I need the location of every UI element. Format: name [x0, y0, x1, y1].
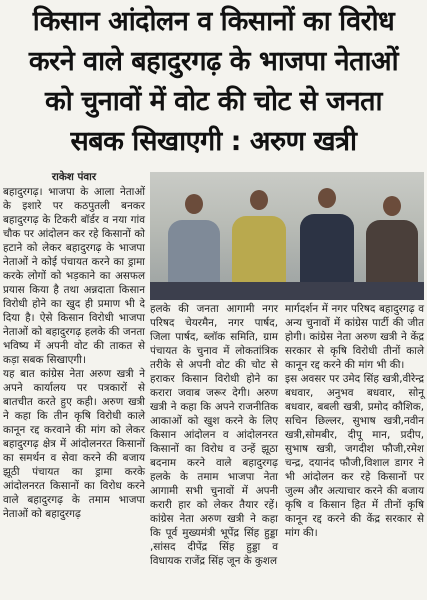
headline-line-2: करने वाले बहादुरगढ़ के भाजपा नेताओं	[28, 46, 399, 77]
byline: राकेश पंवार	[51, 171, 97, 183]
paragraph: मार्गदर्शन में नगर परिषद बहादुरगढ़ व अन्य चुनावों में कांग्रेस पार्टी की जीत होगी। कांग्रेस नेता अरुण खत्री ने केंद्र सरकार से कृषि विरोधी तीनों काले कानून रद्द करने की मांग भी की।	[285, 303, 424, 371]
paragraph: हलके की जनता आगामी नगर परिषद चेयरमैन, नगर पार्षद, जिला पार्षद, ब्लॉक समिति, ग्राम पंचायत के चुनाव में लोकतांत्रिक तरीके से अपनी वोट की चोट से हराकर किसान विरोधी होने का करारा जवाब जरूर देगी। अरुण खत्री ने कहा कि अपने राजनीतिक आकाओं को खुश करने के लिए किसान आंदोलन व आंदोलनरत किसानों का विरोध व उन्हें झूठा बदनाम करने वाले बहादुरगढ़ हलके के तमाम भाजपा नेता आगामी सभी चुनावों में अपनी करारी हार को लेकर तैयार रहें। कांग्रेस नेता अरुण खत्री ने कहा कि पूर्व मुख्यमंत्री भूपेंद्र सिंह हुड्डा ,सांसद दीपेंद्र सिंह हुड्डा व विधायक राजेंद्र सिंह जून के कुशल	[150, 303, 278, 567]
headline-line-4: सबक सिखाएगी : अरुण खत्री	[70, 126, 357, 157]
paragraph: यह बात कांग्रेस नेता अरुण खत्री ने अपने कार्यालय पर पत्रकारों से बातचीत करते हुए कही। अरुण खत्री ने कहा कि तीन कृषि विरोधी काले कानून रद्द करवाने की मांग को लेकर बहादुरगढ़ क्षेत्र में आंदोलनरत किसानों का समर्थन व सेवा करने की बजाय झूठी पंचायत का ड्रामा करके आंदोलनरत किसानों का विरोध करने वाले बहादुरगढ़ के तमाम भाजपा नेताओं को बहादुरगढ़	[3, 368, 145, 520]
article-column-2	[150, 302, 278, 568]
headline-line-3: को चुनावों में वोट की चोट से जनता	[44, 86, 383, 117]
headline	[0, 0, 427, 166]
paragraph: इस अवसर पर उमेद सिंह खत्री,वीरेन्द्र बधवार, अनुभव बधवार, सोनू बधवार, बबली खत्री, प्रमोद कौशिक, सचिन छिल्लर, सुभाष खत्री,नवीन खत्री,सोमबीर, दीपू मान, प्रदीप, सुभाष खत्री, जगदीश फौजी,रमेश चन्द्र, दयानंद फौजी,विशाल डागर ने भी आंदोलन कर रहे किसानों पर जुल्म और अत्याचार करने की बजाय कृषि व किसान हित में तीनों कृषि कानून रद्द करने की केंद्र सरकार से मांग की।	[285, 373, 424, 539]
article-column-1	[3, 170, 145, 521]
press-photo	[150, 172, 424, 300]
paragraph: बहादुरगढ़। भाजपा के आला नेताओं के इशारे पर कठपुतली बनकर बहादुरगढ़ के टिकरी बॉर्डर व नया गांव चौक पर आंदोलन कर रहे किसानों को हटाने को लेकर बहादुरगढ़ के भाजपा नेताओं ने कोई पंचायत करने का ड्रामा करके लोगों को भड़काने का असफल प्रयास किया है तथा अन्नदाता किसान विरोधी होने का खुद ही प्रमाण भी दे दिया है। ऐसे किसान विरोधी भाजपा नेताओं को बहादुरगढ़ हलके की जनता भविष्य में अपनी वोट की ताकत से कड़ा सबक सिखाएगी।	[3, 186, 145, 366]
headline-line-1: किसान आंदोलन व किसानों का विरोध	[32, 6, 395, 37]
article-column-3	[285, 302, 424, 540]
